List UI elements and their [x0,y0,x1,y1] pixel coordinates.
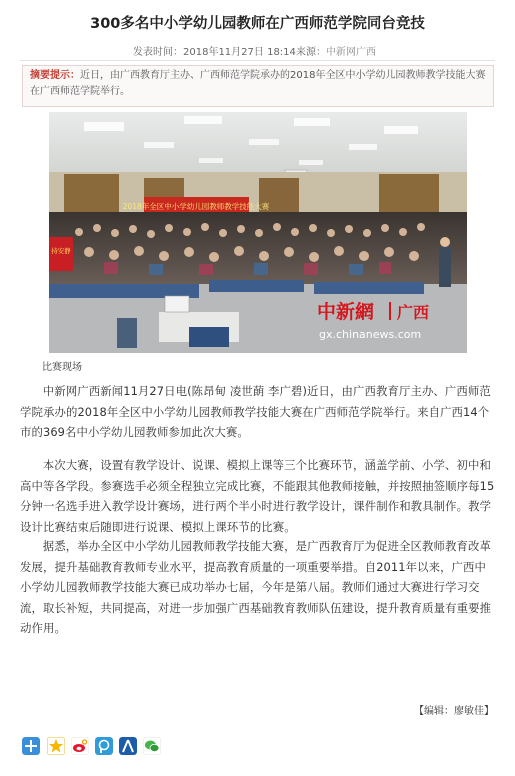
qzone-star-icon[interactable] [47,737,65,755]
summary-box [22,65,494,107]
article-source: 来源：中新网广西 [296,47,376,58]
body-paragraph-1: 中新网广西新闻11月27日电(陈昂甸 凌世蓢 李广碧)近日，由广西教育厅主办、广西师范学院承办的2018年全区中小学幼儿园教师教学技能大赛在广西师范学院举行。来自广西14个市的369名中小学幼儿园教师参加此次大赛。 [20,384,491,439]
renren-icon[interactable] [119,737,137,755]
publish-time: 发表时间：2018年11月27日 18:14 [133,47,296,58]
wechat-icon[interactable] [143,737,161,755]
photo-caption: 比赛现场 [42,362,82,373]
article-photo [49,112,467,353]
article-title: 300多名中小学幼儿园教师在广西师范学院同台竞技 [90,16,425,32]
weibo-icon[interactable] [71,737,89,755]
summary-label: 摘要提示： [30,70,80,81]
classroom-photo [49,112,467,353]
body-paragraph-2: 本次大赛，设置有教学设计、说课、模拟上课等三个比赛环节，涵盖学前、小学、初中和高中等各学段。参赛选手必须全程独立完成比赛，不能跟其他教师接触，并按照抽签顺序每15分钟一名选手进入教学设计赛场，进行两个半小时进行教学设计，课件制作和教具制作。教学设计比赛结束后随即进行说课、模拟上课环节的比赛。 [20,458,495,534]
watermark-brand: 中新網 [317,301,375,323]
banner-text: 2018年全区中小学幼儿园教师教学技能大赛 [122,202,270,211]
source-link[interactable]: 中新网广西 [326,47,376,58]
sign-text: 持安静 [51,247,71,255]
share-plus-icon[interactable] [22,737,40,755]
editor-credit: 【编辑：廖敏佳】 [414,706,494,717]
tencent-weibo-icon[interactable] [95,737,113,755]
watermark-region: 广西 [397,303,430,322]
watermark-url: gx.chinanews.com [319,328,422,341]
body-paragraph-3: 据悉，举办全区中小学幼儿园教师教学技能大赛，是广西教育厅为促进全区教师教育改革发展，提升基础教育教师专业水平，提高教育质量的一项重要举措。自2011年以来，广西中小学幼儿园教师教学技能大赛已成功举办七届，今年是第八届。教师们通过大赛进行学习交流，取长补短，共同提高，对进一步加强广西基础教育教师队伍建设，提升教育质量有重要推动作用。 [20,539,492,635]
header-divider [20,60,495,61]
summary-text: 近日，由广西教育厅主办、广西师范学院承办的2018年全区中小学幼儿园教师教学技能大赛在广西师范学院举行。 [30,70,486,97]
